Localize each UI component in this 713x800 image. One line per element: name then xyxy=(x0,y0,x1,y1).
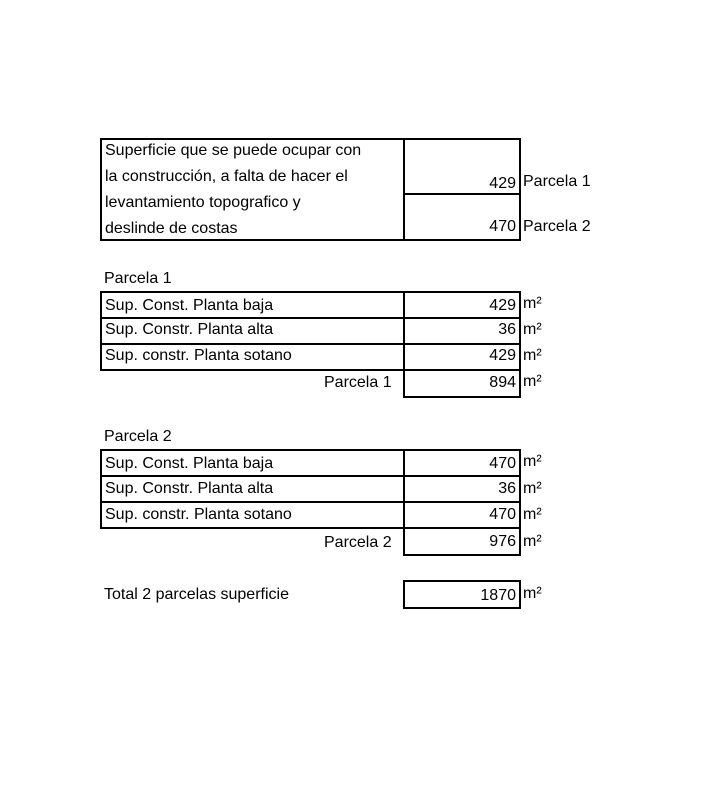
intro-label-parcela-1: Parcela 1 xyxy=(523,173,591,190)
parcela2-row-3-label: Sup. constr. Planta sotano xyxy=(105,506,292,523)
grand-total-value: 1870 xyxy=(480,587,516,604)
intro-label-parcela-2: Parcela 2 xyxy=(523,218,591,235)
parcela1-total-unit: m² xyxy=(523,373,542,390)
parcela1-row-3-unit: m² xyxy=(523,347,542,364)
grand-total-label: Total 2 parcelas superficie xyxy=(104,586,289,603)
intro-value-2: 470 xyxy=(489,218,516,235)
intro-value-cell-2 xyxy=(403,193,521,241)
parcela2-heading: Parcela 2 xyxy=(104,428,172,445)
parcela1-total-value-cell xyxy=(403,369,521,398)
parcela2-row-2-value: 36 xyxy=(498,480,516,497)
parcela2-row-1-label: Sup. Const. Planta baja xyxy=(105,455,274,472)
parcela1-row-1-unit: m² xyxy=(523,295,542,312)
parcela2-row-3-label-cell xyxy=(100,501,405,529)
intro-value-cell-1 xyxy=(403,138,521,195)
parcela2-row-2-value-cell xyxy=(403,475,521,503)
parcela1-row-1-value: 429 xyxy=(489,297,516,314)
intro-line-1: Superficie que se puede ocupar con xyxy=(105,142,362,159)
parcela2-row-3-unit: m² xyxy=(523,506,542,523)
parcela1-row-2-unit: m² xyxy=(523,321,542,338)
parcela2-row-3-value-cell xyxy=(403,501,521,529)
parcela1-row-1-label: Sup. Const. Planta baja xyxy=(105,297,274,314)
intro-line-2: la construcción, a falta de hacer el xyxy=(105,168,348,185)
parcela2-total-label: Parcela 2 xyxy=(324,534,392,551)
parcela1-row-2-value: 36 xyxy=(498,321,516,338)
parcela1-total-value: 894 xyxy=(489,374,516,391)
parcela1-row-2-label: Sup. Constr. Planta alta xyxy=(105,321,274,338)
parcela2-row-1-value-cell xyxy=(403,449,521,477)
intro-description-cell xyxy=(100,138,405,241)
parcela1-row-3-label-cell xyxy=(100,343,405,371)
parcela2-total-value-cell xyxy=(403,527,521,556)
parcela2-row-1-value: 470 xyxy=(489,455,516,472)
parcela2-total-unit: m² xyxy=(523,533,542,550)
parcela2-row-1-label-cell xyxy=(100,449,405,477)
parcela1-row-3-value: 429 xyxy=(489,347,516,364)
parcela1-heading: Parcela 1 xyxy=(104,270,172,287)
parcela1-row-3-value-cell xyxy=(403,343,521,371)
parcela1-row-1-value-cell xyxy=(403,291,521,319)
parcela1-row-2-value-cell xyxy=(403,317,521,345)
parcela2-total-value: 976 xyxy=(489,533,516,550)
parcela2-row-2-label: Sup. Constr. Planta alta xyxy=(105,480,274,497)
parcela2-row-1-unit: m² xyxy=(523,453,542,470)
grand-total-value-cell xyxy=(403,580,521,609)
parcela2-row-2-unit: m² xyxy=(523,480,542,497)
grand-total-unit: m² xyxy=(523,585,542,602)
intro-value-1: 429 xyxy=(489,175,516,192)
intro-line-4: deslinde de costas xyxy=(105,220,238,237)
parcela1-total-label: Parcela 1 xyxy=(324,374,392,391)
parcela1-row-2-label-cell xyxy=(100,317,405,345)
parcela2-row-2-label-cell xyxy=(100,475,405,503)
intro-line-3: levantamiento topografico y xyxy=(105,194,301,211)
parcela1-row-3-label: Sup. constr. Planta sotano xyxy=(105,347,292,364)
parcela2-row-3-value: 470 xyxy=(489,506,516,523)
parcela1-row-1-label-cell xyxy=(100,291,405,319)
